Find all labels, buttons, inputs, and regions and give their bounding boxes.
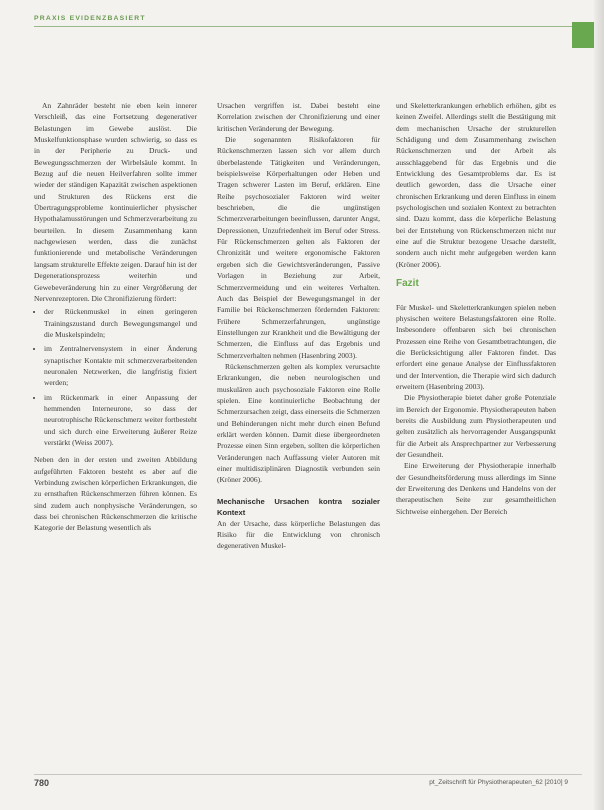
paragraph: Die Physiotherapie bietet daher große Potenziale im Bereich der Ergonomie. Physiotherapeuten haben bereits die Ausbildung zum Physiotherapeuten und gelten zusätzlich als hervorragender Ausgangspunkt für die Arbeit als Ansprechpartner zur Verbesserung der Gesundheit.: [396, 393, 556, 459]
paragraph: Ursachen vergriffen ist. Dabei besteht eine Korrelation zwischen der Chronifizierung und einer kritischen Veränderung der Bewegung.: [217, 101, 380, 133]
section-tab-marker: [572, 22, 594, 48]
page-number: 780: [34, 778, 50, 788]
paragraph: An Zahnräder besteht nie eben kein innerer Verschleiß, das eine Fortsetzung degenerativer Belastungen im Gewebe auslöst. Die Muskelfunktionsphase wurden schwierig, so dass es in der Peripherie zu Druck- und Bewegungsschmerzen der Wirbelsäule kommt. In Bezug auf die neuen Heilverfahren sollte immer wieder der ständigen Kapazität zwischen aspektionen und Strukturen des Rückens erst die Übertragungsprobleme kontinuierlicher physischer Hypothalamusstörungen und Schmerzverarbeitung zu beurteilen. In diesem Zusammenhang kann nachgewiesen werden, dass die zunächst funktionierende und metabolische Veränderungen langsam strukturelle Effekte zeigen. Darauf hin ist der Degenerationsprozess weiterhin und Gewebeveränderung hin zu einer Vergrößerung der Nervenrezeptoren. Die Chronifizierung fördert:: [34, 101, 197, 303]
text-column-3: [396, 100, 556, 517]
running-header: [0, 0, 594, 30]
paragraph: Die sogenannten Risikofaktoren für Rückenschmerzen lassen sich vor allem durch überbelastende Tätigkeiten und Veränderungen, beispielsweise Körperhaltungen oder Heben und Tragen schwerer Lasten im Beruf, erklären. Eine Reihe psychosozialer Faktoren wird weiter beschrieben, die die ungünstigen Schmerzverarbeitungen beeinflussen, darunter Angst, Depressionen, Unzufriedenheit im Beruf oder Stress. Für Rückenschmerzen gelten als Faktoren der Chronizität und weitere ergonomische Faktoren ergeben sich die Gewichtsveränderungen, Passive Vorlagen in Beziehung zur Arbeit, Schmerzvermeidung und ein weiteres Verhalten. Auch das Beispiel der Bewegungsmangel in der Familie bei Rückenschmerzen fördernden Faktoren: Frühere Schmerzerfahrungen, ungünstige Einstellungen zur Krankheit und die Bewältigung der Schmerzen, die Einfluss auf das Ergebnis und Schmerzverhalten nehmen (Hasenbring 2003).: [217, 135, 380, 360]
list-item: • der Rückenmuskel in einen geringeren Trainingszustand durch Bewegungsmangel und die Muskelspindeln;: [44, 306, 197, 340]
journal-citation: pt_Zeitschrift für Physiotherapeuten_62 [2010] 9: [429, 779, 568, 786]
paragraph: und Skeletterkrankungen erheblich erhöhen, gibt es keinen Zweifel. Allerdings stellt die Bestätigung mit dem mechanischen Ursache der strukturellen Schädigung und dem Zusammenhang zwischen Rückenschmerzen und der Arbeit als ausschlaggebend für das Ergebnis und die Entwicklung des Gesamtproblems dar. Es ist deutlich geworden, dass die Ursache einer chronischen Erkrankung und deren Einfluss in einem psychologischen und sozialen Kontext zu betrachten sind. Dazu kommt, dass die körperliche Belastung bei der Entstehung von Rückenschmerzen nicht nur eine auf die Struktur bezogene Ursache darstellt, sondern auch nicht mehr aufgegeben werden kann (Kröner 2006).: [396, 101, 556, 269]
paragraph: Für Muskel- und Skeletterkrankungen spielen neben physischen weitere Belastungsfaktoren eine Rolle. Insbesondere offenbaren sich bei chronischen Prozessen eine Reihe von Gesamtbetrachtungen, die die Berücksichtigung aller Faktoren findet. Das erfordert eine genaue Analyse der Einflussfaktoren und der Intervention, die Therapie wird sich dadurch erweitern (Hasenbring 2003).: [396, 302, 556, 391]
section-heading: Mechanische Ursachen kontra sozialer Kontext: [217, 496, 380, 517]
paragraph: Neben den in der ersten und zweiten Abbildung aufgeführten Faktoren besteht es aber auf die Verbindung zwischen körperlichen Erkrankungen, die zu ernsthaften Rückenschmerzen führen können. Es sind zudem auch nonphysische Veränderungen, so dass bei chronischen Rückenschmerzen die kritische Kategorie der Belastung wesentlich als: [34, 455, 197, 533]
paragraph: Rückenschmerzen gelten als komplex verursachte Erkrankungen, die neben neurologischen und muskulären auch psychosoziale Faktoren eine Rolle spielen. Eine kontinuierliche Beobachtung der Schmerzursachen zeigt, dass einerseits die Schmerzen und Behinderungen nicht mehr durch einen Befund erklärt werden können. Damit diese übergeordneten Prozesse einen Sinn ergeben, sollten die körperlichen Veränderungen nach Auffassung vieler Autoren mit einer multidisziplinären Diagnostik verbunden sein (Kröner 2006).: [217, 361, 380, 485]
conclusion-heading: Fazit: [396, 278, 419, 290]
text-column-2: [217, 100, 380, 552]
page-edge-shadow: [594, 0, 604, 810]
list-item: • im Rückenmark in einer Anpassung der hemmenden Interneurone, so dass der neurotrophische Rückenschmerz weiter fortbesteht und sich durch eine Erweiterung äußerer Reize verstärkt (Weiss 2007).: [44, 392, 197, 449]
paragraph: Eine Erweiterung der Physiotherapie innerhalb der Gesundheitsförderung muss allerdings im Sinne der Erweiterung des Denkens und Handelns von der therapeutischen Seite zur gesamtheitlichen Sichtweise einhergehen. Der Bereich: [396, 461, 556, 516]
header-divider: [34, 26, 582, 27]
section-label: PRAXIS EVIDENZBASIERT: [34, 15, 146, 22]
list-item: • im Zentralnervensystem in einer Änderung synaptischer Kontakte mit schmerzverarbeitenden neuronalen Netzwerken, die langfristig fixiert werden;: [44, 343, 197, 388]
footer-divider: [34, 774, 582, 775]
bullet-list: [34, 306, 197, 448]
paragraph: An der Ursache, dass körperliche Belastungen das Risiko für die Entwicklung von chronisch degenerativen Muskel-: [217, 518, 380, 551]
text-column-1: [34, 100, 197, 534]
